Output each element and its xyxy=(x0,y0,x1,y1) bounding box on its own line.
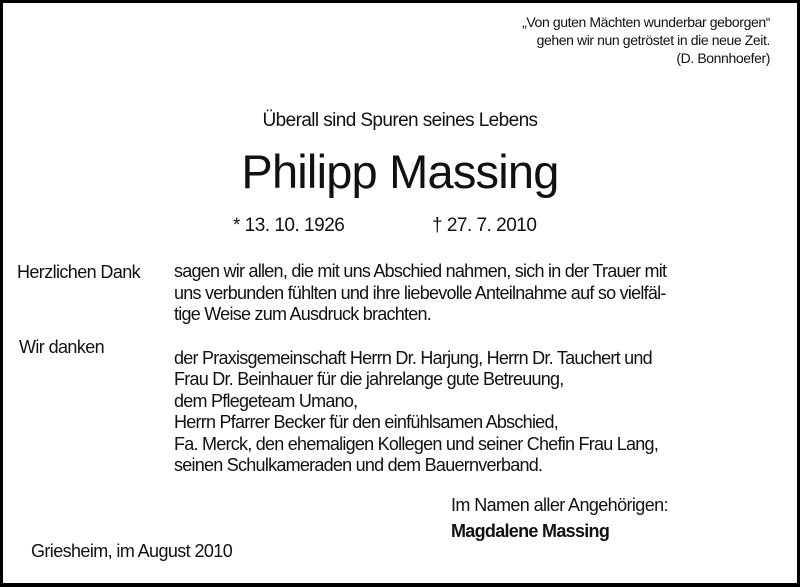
thanks-line: sagen wir allen, die mit uns Abschied nahmen, sich in der Trauer mit xyxy=(174,261,667,281)
signature-name: Magdalene Massing xyxy=(451,521,610,541)
we-thank-line: Fa. Merck, den ehemaligen Kollegen und seiner Chefin Frau Lang, xyxy=(174,434,659,454)
we-thank-label: Wir danken xyxy=(19,337,105,357)
place-date: Griesheim, im August 2010 xyxy=(31,541,233,561)
we-thank-line: seinen Schulkameraden und dem Bauernverband. xyxy=(174,455,543,475)
deceased-name: Philipp Massing xyxy=(241,145,559,198)
thanks-line: uns verbunden fühlten und ihre liebevolle Anteilnahme auf so vielfäl- xyxy=(174,283,666,303)
we-thank-line: der Praxisgemeinschaft Herrn Dr. Harjung, Herrn Dr. Tauchert und xyxy=(174,348,652,368)
thanks-line: tige Weise zum Ausdruck brachten. xyxy=(174,304,432,324)
death-date: † 27. 7. 2010 xyxy=(432,215,537,236)
we-thank-line: Herrn Pfarrer Becker für den einfühlsamen Abschied, xyxy=(174,412,558,432)
we-thank-line: Frau Dr. Beinhauer für die jahrelange gute Betreuung, xyxy=(174,369,564,389)
we-thank-line: dem Pflegeteam Umano, xyxy=(174,391,358,411)
quote-author: (D. Bonnhoefer) xyxy=(676,50,770,66)
thanks-label: Herzlichen Dank xyxy=(17,262,141,282)
signature-intro: Im Namen aller Angehörigen: xyxy=(451,495,668,515)
quote-line: gehen wir nun getröstet in die neue Zeit. xyxy=(536,32,770,48)
birth-date: * 13. 10. 1926 xyxy=(233,215,345,236)
subtitle: Überall sind Spuren seines Lebens xyxy=(262,110,538,131)
quote-line: „Von guten Mächten wunderbar geborgen“ xyxy=(522,14,770,30)
